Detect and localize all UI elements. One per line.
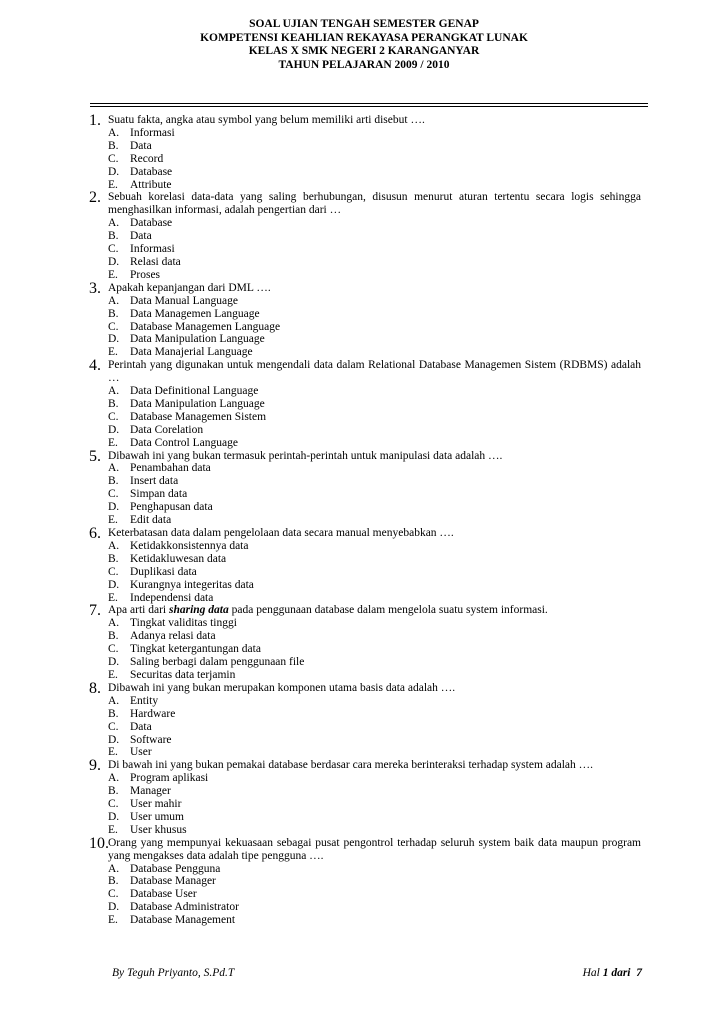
answer-options [0, 295, 728, 360]
option-text: Saling berbagi dalam penggunaan file [130, 656, 305, 669]
option-text: Data Manipulation Language [130, 397, 265, 410]
answer-option[interactable] [108, 721, 728, 734]
option-letter: C. [108, 410, 119, 423]
question-number: 7. [89, 602, 101, 620]
answer-option[interactable] [108, 734, 728, 747]
option-text: Manager [130, 785, 171, 798]
option-letter: D. [108, 165, 120, 178]
option-text: Kurangnya integeritas data [130, 578, 254, 591]
answer-option[interactable] [108, 540, 728, 553]
option-text: Data [130, 720, 152, 733]
option-text: Data Manipulation Language [130, 333, 265, 346]
answer-option[interactable] [108, 411, 728, 424]
question-number: 10. [89, 834, 109, 852]
answer-option[interactable] [108, 746, 728, 759]
option-letter: E. [108, 668, 118, 681]
question-5 [0, 447, 728, 527]
header-title: SOAL UJIAN TENGAH SEMESTER GENAP [249, 18, 479, 30]
answer-option[interactable] [108, 256, 728, 269]
option-text: Data [130, 230, 152, 243]
option-letter: A. [108, 385, 120, 398]
question-7 [0, 604, 728, 681]
option-letter: C. [108, 152, 119, 165]
option-text: Program aplikasi [130, 772, 209, 785]
option-letter: E. [108, 436, 118, 449]
answer-option[interactable] [108, 888, 728, 901]
option-letter: B. [108, 307, 119, 320]
option-letter: D. [108, 501, 120, 514]
question-1 [0, 114, 728, 191]
document-header [0, 18, 728, 72]
answer-option[interactable] [108, 488, 728, 501]
option-text: Database User [130, 888, 197, 901]
option-letter: C. [108, 488, 119, 501]
question-number: 8. [89, 679, 101, 697]
question-2 [0, 191, 728, 281]
question-4 [0, 359, 728, 449]
answer-option[interactable] [108, 914, 728, 927]
answer-options [0, 217, 728, 282]
answer-option[interactable] [108, 127, 728, 140]
option-text: Penghapusan data [130, 501, 213, 514]
header-competency: KOMPETENSI KEAHLIAN REKAYASA PERANGKAT LUNAK [200, 31, 528, 44]
question-text-start: Apa arti dari [108, 604, 169, 617]
option-text: Data Control Language [130, 436, 238, 449]
option-letter: D. [108, 656, 120, 669]
answer-option[interactable] [108, 437, 728, 450]
answer-option[interactable] [108, 217, 728, 230]
answer-option[interactable] [108, 398, 728, 411]
answer-options [0, 540, 728, 605]
option-letter: C. [108, 243, 119, 256]
option-letter: C. [108, 643, 119, 656]
option-text: Proses [130, 268, 161, 281]
option-letter: D. [108, 901, 120, 914]
answer-option[interactable] [108, 230, 728, 243]
option-text: Insert data [130, 475, 179, 488]
answer-option[interactable] [108, 566, 728, 579]
option-letter: E. [108, 178, 118, 191]
option-letter: A. [108, 694, 120, 707]
option-letter: C. [108, 320, 119, 333]
option-letter: E. [108, 591, 118, 604]
option-text: User mahir [130, 798, 182, 811]
question-text: Di bawah ini yang bukan pemakai database berdasar cara mereka berinteraksi terhadap system adalah …. [108, 759, 594, 772]
answer-option[interactable] [108, 875, 728, 888]
option-letter: E. [108, 914, 118, 927]
answer-option[interactable] [108, 798, 728, 811]
answer-option[interactable] [108, 321, 728, 334]
answer-option[interactable] [108, 695, 728, 708]
option-letter: A. [108, 294, 120, 307]
option-letter: B. [108, 875, 119, 888]
option-text: Database Management [130, 914, 236, 927]
answer-options [0, 127, 728, 192]
option-text: Ketidakluwesan data [130, 552, 227, 565]
option-letter: E. [108, 823, 118, 836]
option-text: Informasi [130, 126, 175, 139]
answer-option[interactable] [108, 333, 728, 346]
answer-option[interactable] [108, 669, 728, 682]
answer-option[interactable] [108, 475, 728, 488]
option-text: Attribute [130, 178, 172, 191]
answer-option[interactable] [108, 863, 728, 876]
option-text: Database Managemen Language [130, 320, 281, 333]
answer-option[interactable] [108, 592, 728, 605]
question-text: Orang yang mempunyai kekuasaan sebagai pusat pengontrol terhadap seluruh system baik data maupun program yang mengakses data adalah tipe pengguna …. [108, 836, 641, 862]
answer-option[interactable] [108, 901, 728, 914]
answer-option[interactable] [108, 243, 728, 256]
page-prefix: Hal [582, 967, 603, 979]
option-letter: D. [108, 423, 120, 436]
page-current: 1 [602, 967, 609, 979]
option-letter: E. [108, 268, 118, 281]
question-text: Dibawah ini yang bukan termasuk perintah-perintah untuk manipulasi data adalah …. [108, 449, 503, 462]
option-letter: D. [108, 255, 120, 268]
answer-option[interactable] [108, 708, 728, 721]
question-number: 4. [89, 357, 101, 375]
option-text: Data [130, 139, 152, 152]
option-letter: C. [108, 565, 119, 578]
option-text: Adanya relasi data [130, 630, 216, 643]
question-text-end: pada penggunaan database dalam mengelola suatu system informasi. [228, 604, 548, 617]
option-text: Penambahan data [130, 462, 211, 475]
option-letter: A. [108, 126, 120, 139]
option-letter: D. [108, 733, 120, 746]
answer-option[interactable] [108, 140, 728, 153]
option-text: Ketidakkonsistennya data [130, 539, 249, 552]
option-text: Database Manager [130, 875, 216, 888]
option-letter: A. [108, 217, 120, 230]
question-text: Keterbatasan data dalam pengelolaan data secara manual menyebabkan …. [108, 527, 454, 539]
question-8 [0, 679, 728, 759]
answer-option[interactable] [108, 462, 728, 475]
question-text: Suatu fakta, angka atau symbol yang belum memiliki arti disebut …. [108, 114, 425, 126]
question-number: 2. [89, 189, 101, 207]
answer-options [0, 863, 728, 928]
option-text: Simpan data [130, 488, 188, 501]
option-letter: A. [108, 862, 120, 875]
option-text: Software [130, 733, 172, 746]
option-text: Informasi [130, 243, 175, 256]
option-letter: E. [108, 514, 118, 527]
question-number: 5. [89, 447, 101, 465]
answer-options [0, 385, 728, 450]
option-letter: B. [108, 475, 119, 488]
option-letter: D. [108, 810, 120, 823]
option-text: Database Pengguna [130, 862, 221, 875]
option-letter: B. [108, 785, 119, 798]
question-number: 1. [89, 112, 101, 129]
option-letter: C. [108, 798, 119, 811]
answer-option[interactable] [108, 617, 728, 630]
option-text: Securitas data terjamin [130, 668, 236, 681]
option-text: Duplikasi data [130, 565, 197, 578]
question-number: 9. [89, 757, 101, 775]
option-text: Relasi data [130, 255, 181, 268]
option-letter: B. [108, 230, 119, 243]
question-text [108, 604, 641, 617]
answer-option[interactable] [108, 643, 728, 656]
answer-option[interactable] [108, 153, 728, 166]
question-list [0, 114, 728, 927]
option-text: Independensi data [130, 591, 214, 604]
option-text: Tingkat validitas tinggi [130, 617, 237, 630]
option-text: User khusus [130, 823, 187, 836]
option-letter: D. [108, 333, 120, 346]
answer-option[interactable] [108, 824, 728, 837]
option-letter: A. [108, 772, 120, 785]
option-letter: A. [108, 617, 120, 630]
option-text: Data Managemen Language [130, 307, 260, 320]
option-letter: A. [108, 462, 120, 475]
question-text: Sebuah korelasi data-data yang saling berhubungan, disusun menurut aturan tertentu secara logis sehingga menghasilkan informasi, adalah pengertian dari … [108, 191, 641, 217]
answer-option[interactable] [108, 269, 728, 282]
option-text: Data Corelation [130, 423, 204, 436]
option-text: Data Definitional Language [130, 385, 259, 398]
option-letter: B. [108, 139, 119, 152]
option-text: Record [130, 152, 164, 165]
option-text: Data Manual Language [130, 294, 238, 307]
answer-option[interactable] [108, 385, 728, 398]
question-number: 6. [89, 525, 101, 542]
answer-option[interactable] [108, 579, 728, 592]
question-text: Dibawah ini yang bukan merupakan komponen utama basis data adalah …. [108, 681, 456, 694]
option-letter: B. [108, 552, 119, 565]
answer-option[interactable] [108, 166, 728, 179]
answer-options [0, 462, 728, 527]
option-text: Data Manajerial Language [130, 346, 253, 359]
answer-option[interactable] [108, 501, 728, 514]
header-school-year: TAHUN PELAJARAN 2009 / 2010 [278, 58, 450, 71]
answer-option[interactable] [108, 424, 728, 437]
page-total: 7 [636, 967, 642, 979]
header-class: KELAS X SMK NEGERI 2 KARANGANYAR [248, 45, 480, 57]
option-letter: E. [108, 746, 118, 759]
option-letter: E. [108, 346, 118, 359]
option-letter: B. [108, 397, 119, 410]
option-text: User umum [130, 810, 184, 823]
question-6 [0, 527, 728, 604]
option-text: Database Managemen Sistem [130, 410, 267, 423]
answer-option[interactable] [108, 785, 728, 798]
question-text-emphasis: sharing data [169, 604, 229, 617]
header-divider-bottom [90, 106, 648, 107]
question-10 [0, 834, 728, 927]
option-letter: C. [108, 720, 119, 733]
footer-page-number [583, 966, 642, 980]
option-letter: C. [108, 888, 119, 901]
question-text: Apakah kepanjangan dari DML …. [108, 281, 271, 294]
question-text: Perintah yang digunakan untuk mengendali data dalam Relational Database Managemen Sistem (RDBMS) adalah … [108, 359, 641, 385]
answer-option[interactable] [108, 811, 728, 824]
answer-option[interactable] [108, 772, 728, 785]
option-letter: A. [108, 539, 120, 552]
question-number: 3. [89, 279, 101, 297]
footer-author: By Teguh Priyanto, S.Pd.T [112, 967, 235, 979]
option-text: Database Administrator [130, 901, 239, 914]
option-text: Tingkat ketergantungan data [130, 643, 261, 656]
option-text: Entity [130, 694, 159, 707]
page-of: dari [611, 967, 631, 979]
answer-option[interactable] [108, 295, 728, 308]
answer-options [0, 617, 728, 682]
option-text: User [130, 746, 152, 759]
answer-option[interactable] [108, 656, 728, 669]
answer-option[interactable] [108, 346, 728, 359]
header-divider-top [90, 103, 648, 104]
answer-option[interactable] [108, 179, 728, 192]
option-text: Hardware [130, 707, 176, 720]
answer-options [0, 772, 728, 837]
answer-option[interactable] [108, 308, 728, 321]
answer-option[interactable] [108, 553, 728, 566]
answer-option[interactable] [108, 514, 728, 527]
option-letter: B. [108, 707, 119, 720]
option-text: Edit data [130, 514, 172, 527]
option-text: Database [130, 217, 173, 230]
question-3 [0, 279, 728, 359]
option-letter: D. [108, 578, 120, 591]
answer-options [0, 695, 728, 760]
question-9 [0, 759, 728, 836]
option-text: Database [130, 165, 173, 178]
answer-option[interactable] [108, 630, 728, 643]
option-letter: B. [108, 630, 119, 643]
